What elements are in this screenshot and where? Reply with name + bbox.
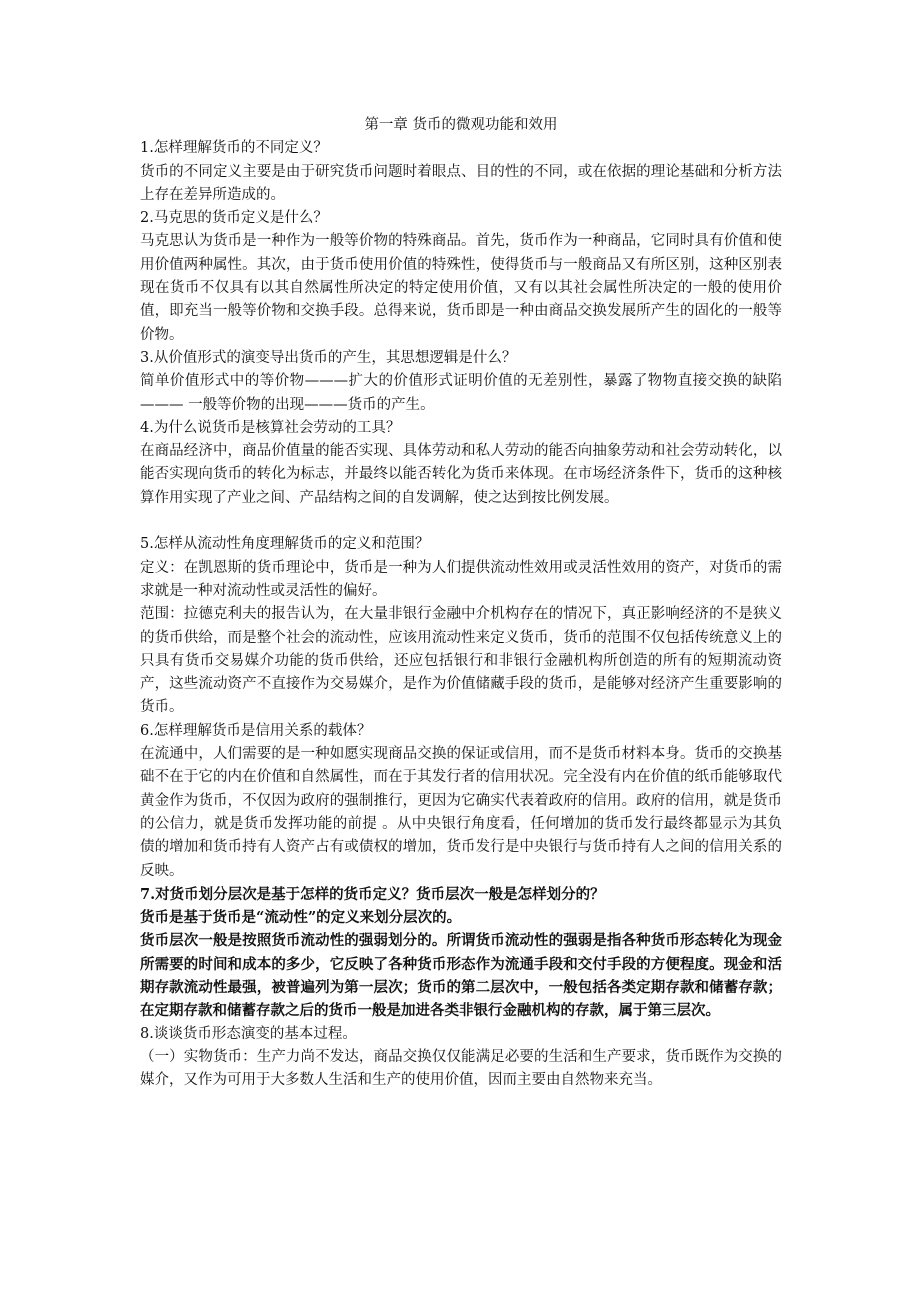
question-4: 4.为什么说货币是核算社会劳动的工具？ — [140, 419, 401, 436]
question-2: 2.马克思的货币定义是什么？ — [140, 210, 328, 227]
answer-8: （一）实物货币：生产力尚不发达，商品交换仅仅能满足必要的生活和生产要求，货币既作为交换的媒介，又作为可用于大多数人生活和生产的使用价值，因而主要由自然物来充当。 — [140, 1048, 782, 1089]
answer-5-scope: 范围：拉德克利夫的报告认为，在大量非银行金融中介机构存在的情况下，真正影响经济的不是狭义的货币供给，而是整个社会的流动性，应该用流动性来定义货币，货币的范围不仅包括传统意义上的只具有货币交易媒介功能的货币供给，还应包括银行和非银行金融机构所创造的所有的短期流动资产，这些流动资产不直接作为交易媒介，是作为价值储藏手段的货币，是能够对经济产生重要影响的货币。 — [140, 606, 782, 716]
answer-5-definition: 定义：在凯恩斯的货币理论中，货币是一种为人们提供流动性效用或灵活性效用的资产，对货币的需求就是一种对流动性或灵活性的偏好。 — [140, 559, 782, 599]
answer-4: 在商品经济中，商品价值量的能否实现、具体劳动和私人劳动的能否向抽象劳动和社会劳动转化，以能否实现向货币的转化为标志，并最终以能否转化为货币来体现。在市场经济条件下，货币的这种核算作用实现了产业之间、产品结构之间的自发调解，使之达到按比例发展。 — [140, 443, 782, 506]
answer-3: 简单价值形式中的等价物———扩大的价值形式证明价值的无差别性，暴露了物物直接交换的缺陷——— 一般等价物的出现———货币的产生。 — [140, 373, 782, 413]
answer-2: 马克思认为货币是一种作为一般等价物的特殊商品。首先，货币作为一种商品，它同时具有价值和使用价值两种属性。其次，由于货币使用价值的特殊性，使得货币与一般商品又有所区别，这种区别表现在货币不仅具有以其自然属性所决定的特定使用价值，又有以其社会属性所决定的一般的使用价值，即充当一般等价物和交换手段。总得来说，货币即是一种由商品交换发展所产生的固化的一般等价物。 — [140, 233, 782, 343]
question-7: 7.对货币划分层次是基于怎样的货币定义？货币层次一般是怎样划分的？ — [140, 885, 605, 903]
question-8: 8.谈谈货币形态演变的基本过程。 — [140, 1025, 357, 1042]
answer-1: 货币的不同定义主要是由于研究货币问题时着眼点、目的性的不同，或在依据的理论基础和分析方法上存在差异所造成的。 — [140, 163, 782, 203]
paragraph-gap — [140, 510, 782, 533]
question-3: 3.从价值形式的演变导出货币的产生，其思想逻辑是什么？ — [140, 349, 517, 366]
question-6: 6.怎样理解货币是信用关系的载体？ — [140, 722, 372, 739]
page-title: 第一章 货币的微观功能和效用 — [364, 117, 558, 133]
document-page — [140, 114, 782, 1092]
answer-7-basis: 货币是基于货币是“流动性”的定义来划分层次的。 — [140, 909, 462, 927]
question-5: 5.怎样从流动性角度理解货币的定义和范围？ — [140, 536, 430, 553]
answer-7-levels: 货币层次一般是按照货币流动性的强弱划分的。所谓货币流动性的强弱是指各种货币形态转化为现金所需要的时间和成本的多少，它反映了各种货币形态作为流通手段和交付手段的方便程度。现金和活期存款流动性最强，被普遍列为第一层次；货币的第二层次中，一般包括各类定期存款和储蓄存款；在定期存款和储蓄存款之后的货币一般是加进各类非银行金融机构的存款，属于第三层次。 — [140, 932, 782, 1020]
question-1: 1.怎样理解货币的不同定义？ — [140, 140, 328, 157]
answer-6: 在流通中，人们需要的是一种如愿实现商品交换的保证或信用，而不是货币材料本身。货币的交换基础不在于它的内在价值和自然属性，而在于其发行者的信用状况。完全没有内在价值的纸币能够取代黄金作为货币，不仅因为政府的强制推行，更因为它确实代表着政府的信用。政府的信用，就是货币的公信力，就是货币发挥功能的前提 。从中央银行角度看，任何增加的货币发行最终都显示为其负债的增加和货币持有人资产占有或债权的增加，货币发行是中央银行与货币持有人之间的信用关系的反映。 — [140, 746, 782, 879]
